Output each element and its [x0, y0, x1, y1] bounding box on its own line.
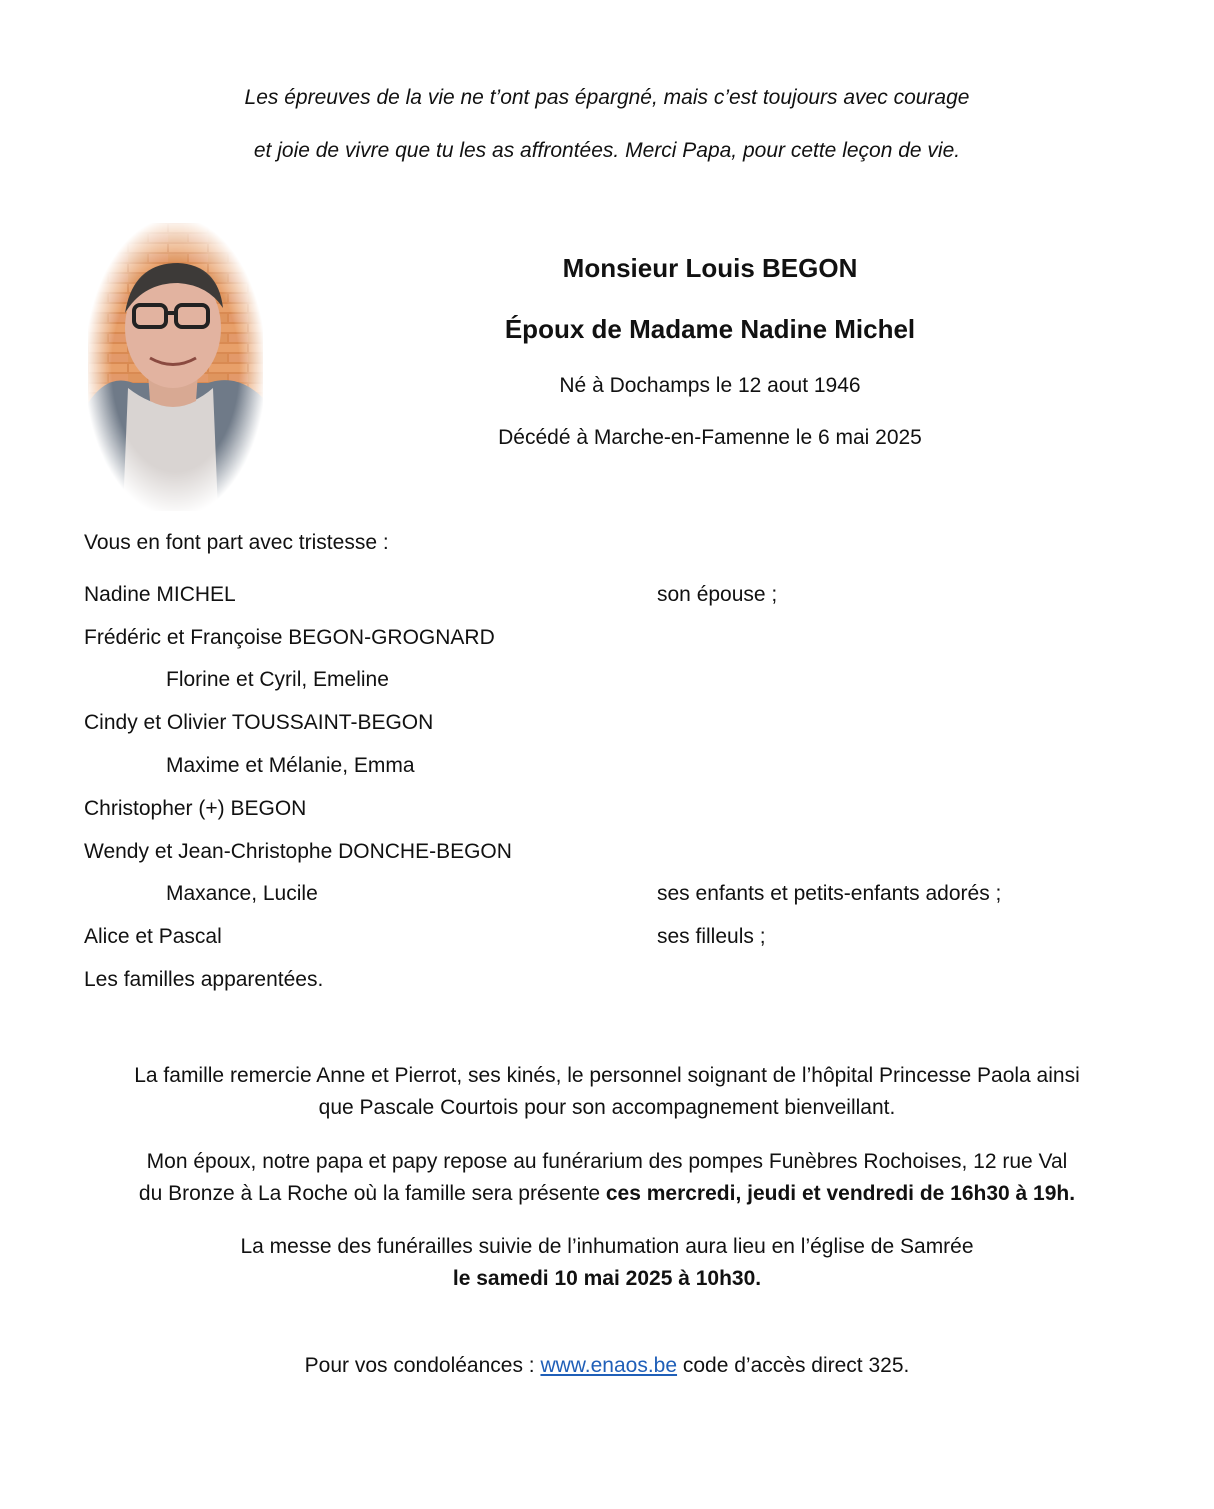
condolences-line [60, 1350, 1154, 1382]
visitation-hours: ces mercredi, jeudi et vendredi de 16h30 à 19h. [605, 1182, 1076, 1205]
relative-name: Cindy et Olivier TOUSSAINT-BEGON [84, 711, 434, 734]
announcement-intro: Vous en font part avec tristesse : [84, 531, 389, 554]
deceased-name: Monsieur Louis BEGON [562, 253, 858, 283]
spouse-line: Époux de Madame Nadine Michel [504, 314, 916, 344]
mass-paragraph [60, 1231, 1154, 1295]
relative-name: Frédéric et Françoise BEGON-GROGNARD [84, 626, 495, 649]
thanks-paragraph [60, 1060, 1154, 1124]
condolences-suffix: code d’accès direct 325. [677, 1354, 910, 1377]
birth-line: Né à Dochamps le 12 aout 1946 [559, 374, 861, 397]
portrait-photo [88, 223, 263, 511]
relative-relation: son épouse ; [657, 583, 778, 606]
relative-name: Florine et Cyril, Emeline [166, 668, 389, 691]
relative-name: Maxime et Mélanie, Emma [166, 754, 415, 777]
thanks-line-2: que Pascale Courtois pour son accompagnement bienveillant. [318, 1096, 896, 1119]
enaos-link[interactable]: www.enaos.be [540, 1354, 678, 1377]
thanks-line-1: La famille remercie Anne et Pierrot, ses kinés, le personnel soignant de l’hôpital Princesse Paola ainsi [134, 1064, 1080, 1087]
relative-name: Maxance, Lucile [166, 882, 318, 905]
relative-name: Christopher (+) BEGON [84, 797, 307, 820]
relative-name: Les familles apparentées. [84, 968, 324, 991]
visitation-line-1: Mon époux, notre papa et papy repose au funérarium des pompes Funèbres Rochoises, 12 rue Val [146, 1150, 1068, 1173]
visitation-paragraph [60, 1146, 1154, 1210]
mass-line-1: La messe des funérailles suivie de l’inhumation aura lieu en l’église de Samrée [240, 1235, 974, 1258]
mass-date: le samedi 10 mai 2025 à 10h30. [452, 1267, 762, 1290]
condolences-prefix: Pour vos condoléances : [304, 1354, 541, 1377]
visitation-line-2: du Bronze à La Roche où la famille sera présente [138, 1182, 606, 1205]
relative-relation: ses enfants et petits-enfants adorés ; [657, 882, 1002, 905]
epigraph-line-2: et joie de vivre que tu les as affrontées. Merci Papa, pour cette leçon de vie. [253, 139, 961, 162]
relative-name: Wendy et Jean-Christophe DONCHE-BEGON [84, 840, 512, 863]
relative-relation: ses filleuls ; [657, 925, 766, 948]
relative-name: Alice et Pascal [84, 925, 222, 948]
epigraph-line-1: Les épreuves de la vie ne t’ont pas épargné, mais c’est toujours avec courage [244, 86, 970, 109]
death-line: Décédé à Marche-en-Famenne le 6 mai 2025 [498, 426, 922, 449]
relative-name: Nadine MICHEL [84, 583, 236, 606]
